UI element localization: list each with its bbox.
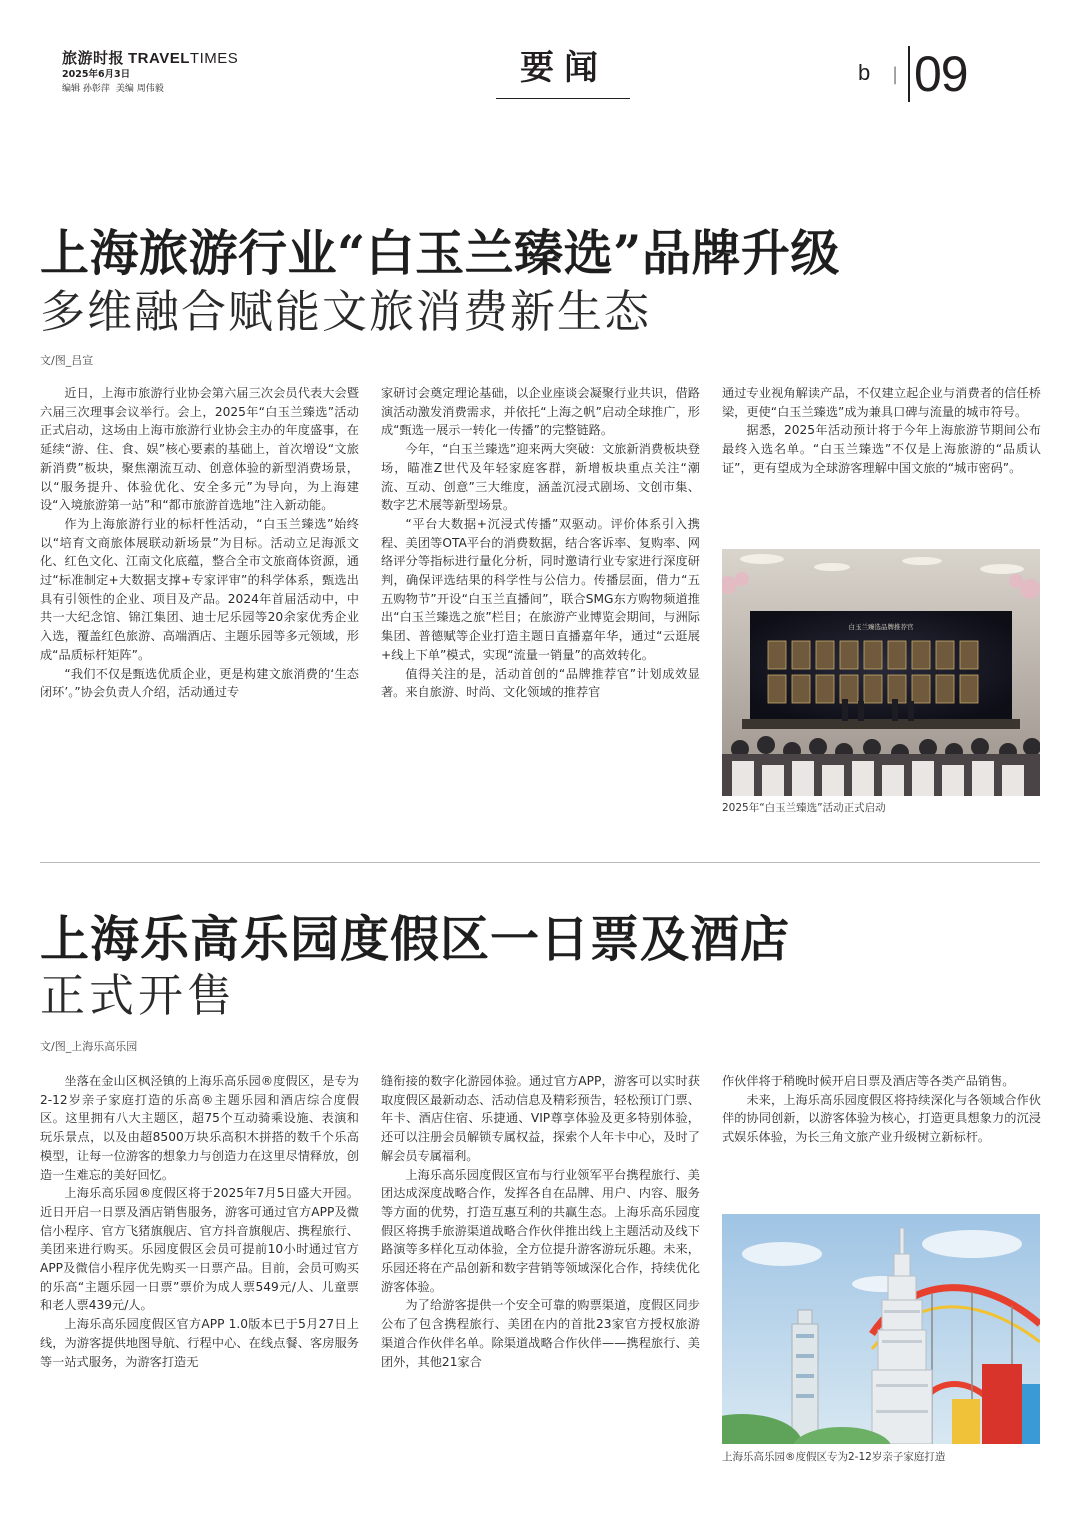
page-separator: | — [892, 64, 899, 85]
paragraph: 通过专业视角解读产品，不仅建立起企业与消费者的信任桥梁，更使“白玉兰臻选”成为兼具口碑与流量的城市符号。 — [722, 386, 1041, 419]
article1-byline: 文/图_吕宣 — [40, 354, 94, 367]
logo-times: TIMES — [189, 50, 239, 67]
article2-subheadline: 正式开售 — [40, 969, 237, 1022]
paragraph: 未来，上海乐高乐园度假区将持续深化与各领域合作伙伴的协同创新，以游客体验为核心，打造更具想象力的沉浸式娱乐体验，为长三角文旅产业升级树立新标杆。 — [722, 1092, 1041, 1145]
paragraph: 作伙伴将于稍晚时候开启日票及酒店等各类产品销售。 — [722, 1074, 1015, 1088]
paragraph: 值得关注的是，活动首创的“品牌推荐官”计划成效显著。来自旅游、时尚、文化领域的推荐官 — [381, 666, 700, 700]
paragraph: 家研讨会奠定理论基础，以企业座谈会凝聚行业共识，借路演活动激发消费需求，并依托“上海之帆”启动全球推广，形成“甄选一展示一转化一传播”的完整链路。 — [381, 386, 700, 438]
article2-byline: 文/图_上海乐高乐园 — [40, 1040, 138, 1053]
page-edition-letter: b — [858, 60, 871, 85]
article2-headline: 上海乐高乐园度假区一日票及酒店 — [40, 910, 791, 968]
issue-date: 2025年6月3日 — [62, 69, 131, 80]
paragraph: 缝衔接的数字化游园体验。通过官方APP，游客可以实时获取度假区最新动态、活动信息及精彩预告，轻松预订门票、年卡、酒店住宿、乐捷通、VIP尊享体验及更多特别体验，还可以注册会员解锁专属权益，探索个人年卡中心，及时了解会员专属福利。 — [381, 1074, 700, 1163]
article1-photo-caption: 2025年“白玉兰臻选”活动正式启动 — [722, 802, 886, 814]
article2-column-2 — [381, 1072, 700, 1371]
event-launch-photo — [722, 549, 1040, 796]
paragraph: 上海乐高乐园®度假区将于2025年7月5日盛大开园。近日开启一日票及酒店销售服务，游客可通过官方APP及微信小程序、官方飞猪旗舰店、官方抖音旗舰店、携程旅行、美团来进行购买。乐园度假区会员可提前10小时通过官方APP及微信小程序优先购买一日票产品。目前，会员可购买的乐高“主题乐园一日票”票价为成人票549元/人、儿童票和老人票439元/人。 — [40, 1186, 359, 1313]
article1-column-3 — [722, 384, 1041, 478]
page-number-rule — [908, 46, 910, 102]
logo-chinese: 旅游时报 — [62, 50, 125, 67]
article2-column-1 — [40, 1072, 359, 1371]
paragraph: “我们不仅是甄选优质企业，更是构建文旅消费的‘生态闭环’。”协会负责人介绍，活动通过专 — [40, 666, 359, 700]
section-title: 要闻 — [520, 48, 608, 88]
designer-credit: 美编 周伟毅 — [115, 84, 164, 94]
article-divider — [40, 862, 1040, 863]
paragraph: 上海乐高乐园度假区官方APP 1.0版本已于5月27日上线，为游客提供地图导航、行程中心、在线点餐、客房服务等一站式服务，为游客打造无 — [40, 1317, 359, 1369]
article2-photo-caption: 上海乐高乐园®度假区专为2-12岁亲子家庭打造 — [722, 1451, 946, 1463]
article2-column-3 — [722, 1072, 1041, 1147]
article1-column-2 — [381, 384, 700, 702]
newspaper-logo — [62, 50, 262, 67]
section-underline — [496, 98, 630, 99]
article1-column-1 — [40, 384, 359, 702]
paragraph: 上海乐高乐园度假区宣布与行业领军平台携程旅行、美团达成深度战略合作，发挥各自在品牌、用户、内容、服务等方面的优势，打造互惠互利的共赢生态。上海乐高乐园度假区将携手旅游渠道战略合作伙伴推出线上主题活动及线下路演等多样化互动体验，全方位提升游客游玩乐趣。未来，乐园还将在产品创新和数字营销等领域深化合作，持续优化游客体验。 — [381, 1167, 700, 1294]
paragraph: “平台大数据+沉浸式传播”双驱动。评价体系引入携程、美团等OTA平台的消费数据，结合客诉率、复购率、网络评分等指标进行量化分析，同时邀请行业专家进行深度研判，确保评选结果的科学性与公信力。传播层面，借力“五五购物节”开设“白玉兰直播间”，联合SMG东方购物频道推出“白玉兰臻选之旅”栏目；在旅游产业博览会期间，与洲际集团、普德赋等企业打造主题日直播嘉年华，通过“云逛展+线上下单”模式，实现“流量一销量”的高效转化。 — [381, 516, 700, 662]
editors-line — [62, 83, 262, 95]
logo-travel: TRAVEL — [128, 50, 190, 67]
paragraph: 为了给游客提供一个安全可靠的购票渠道，度假区同步公布了包含携程旅行、美团在内的首批23家官方授权旅游渠道合作伙伴名单。除渠道战略合作伙伴——携程旅行、美团外，其他21家合 — [381, 1298, 700, 1369]
stage-screen-title: 白玉兰臻选品牌推荐官 — [848, 623, 914, 631]
page-number: 09 — [914, 46, 968, 102]
legoland-photo — [722, 1214, 1040, 1444]
paragraph: 作为上海旅游行业的标杆性活动，“白玉兰臻选”始终以“培育文商旅体展联动新场景”为目标。活动立足海派文化、红色文化、江南文化底蕴，整合全市文旅商体资源，通过“标准制定+大数据支撑+专家评审”的科学体系，甄选出具有引领性的企业、项目及产品。2024年首届活动中，中共一大纪念馆、锦江集团、迪士尼乐园等20余家优秀企业入选，覆盖红色旅游、高端酒店、主题乐园等多元领域，形成“品质标杆矩阵”。 — [40, 516, 359, 662]
editor-credit: 编辑 孙彰萍 — [62, 84, 110, 94]
paragraph: 近日，上海市旅游行业协会第六届三次会员代表大会暨六届三次理事会议举行。会上，2025年“白玉兰臻选”活动正式启动，这场由上海市旅游行业协会主办的年度盛事，在延续“游、住、食、娱”核心要素的基础上，首次增设“文旅新消费”板块，聚焦潮流互动、创意体验的新型消费场景，以“服务提升、体验优化、安全多元”为导向，为上海建设“入境旅游第一站”和“都市旅游首选地”注入新动能。 — [40, 386, 359, 513]
article1-headline: 上海旅游行业“白玉兰臻选”品牌升级 — [40, 224, 840, 282]
masthead — [62, 50, 262, 95]
paragraph: 据悉，2025年活动预计将于今年上海旅游节期间公布最终入选名单。“白玉兰臻选”不仅是上海旅游的“品质认证”，更有望成为全球游客理解中国文旅的“城市密码”。 — [722, 423, 1041, 475]
article1-subheadline: 多维融合赋能文旅消费新生态 — [40, 285, 652, 338]
paragraph: 坐落在金山区枫泾镇的上海乐高乐园®度假区，是专为2-12岁亲子家庭打造的乐高®主题乐园和酒店综合度假区。这里拥有八大主题区，超75个互动骑乘设施、表演和玩乐景点，以及由超8500万块乐高积木拼搭的数千个乐高模型，让每一位游客的想象力与创造力在这里尽情释放，创造一生难忘的美好回忆。 — [40, 1074, 359, 1182]
paragraph: 今年，“白玉兰臻选”迎来两大突破：文旅新消费板块登场，瞄准Z世代及年轻家庭客群，新增板块重点关注“潮流、互动、创意”三大维度，涵盖沉浸式剧场、文创市集、数字艺术展等新型场景。 — [381, 442, 700, 513]
